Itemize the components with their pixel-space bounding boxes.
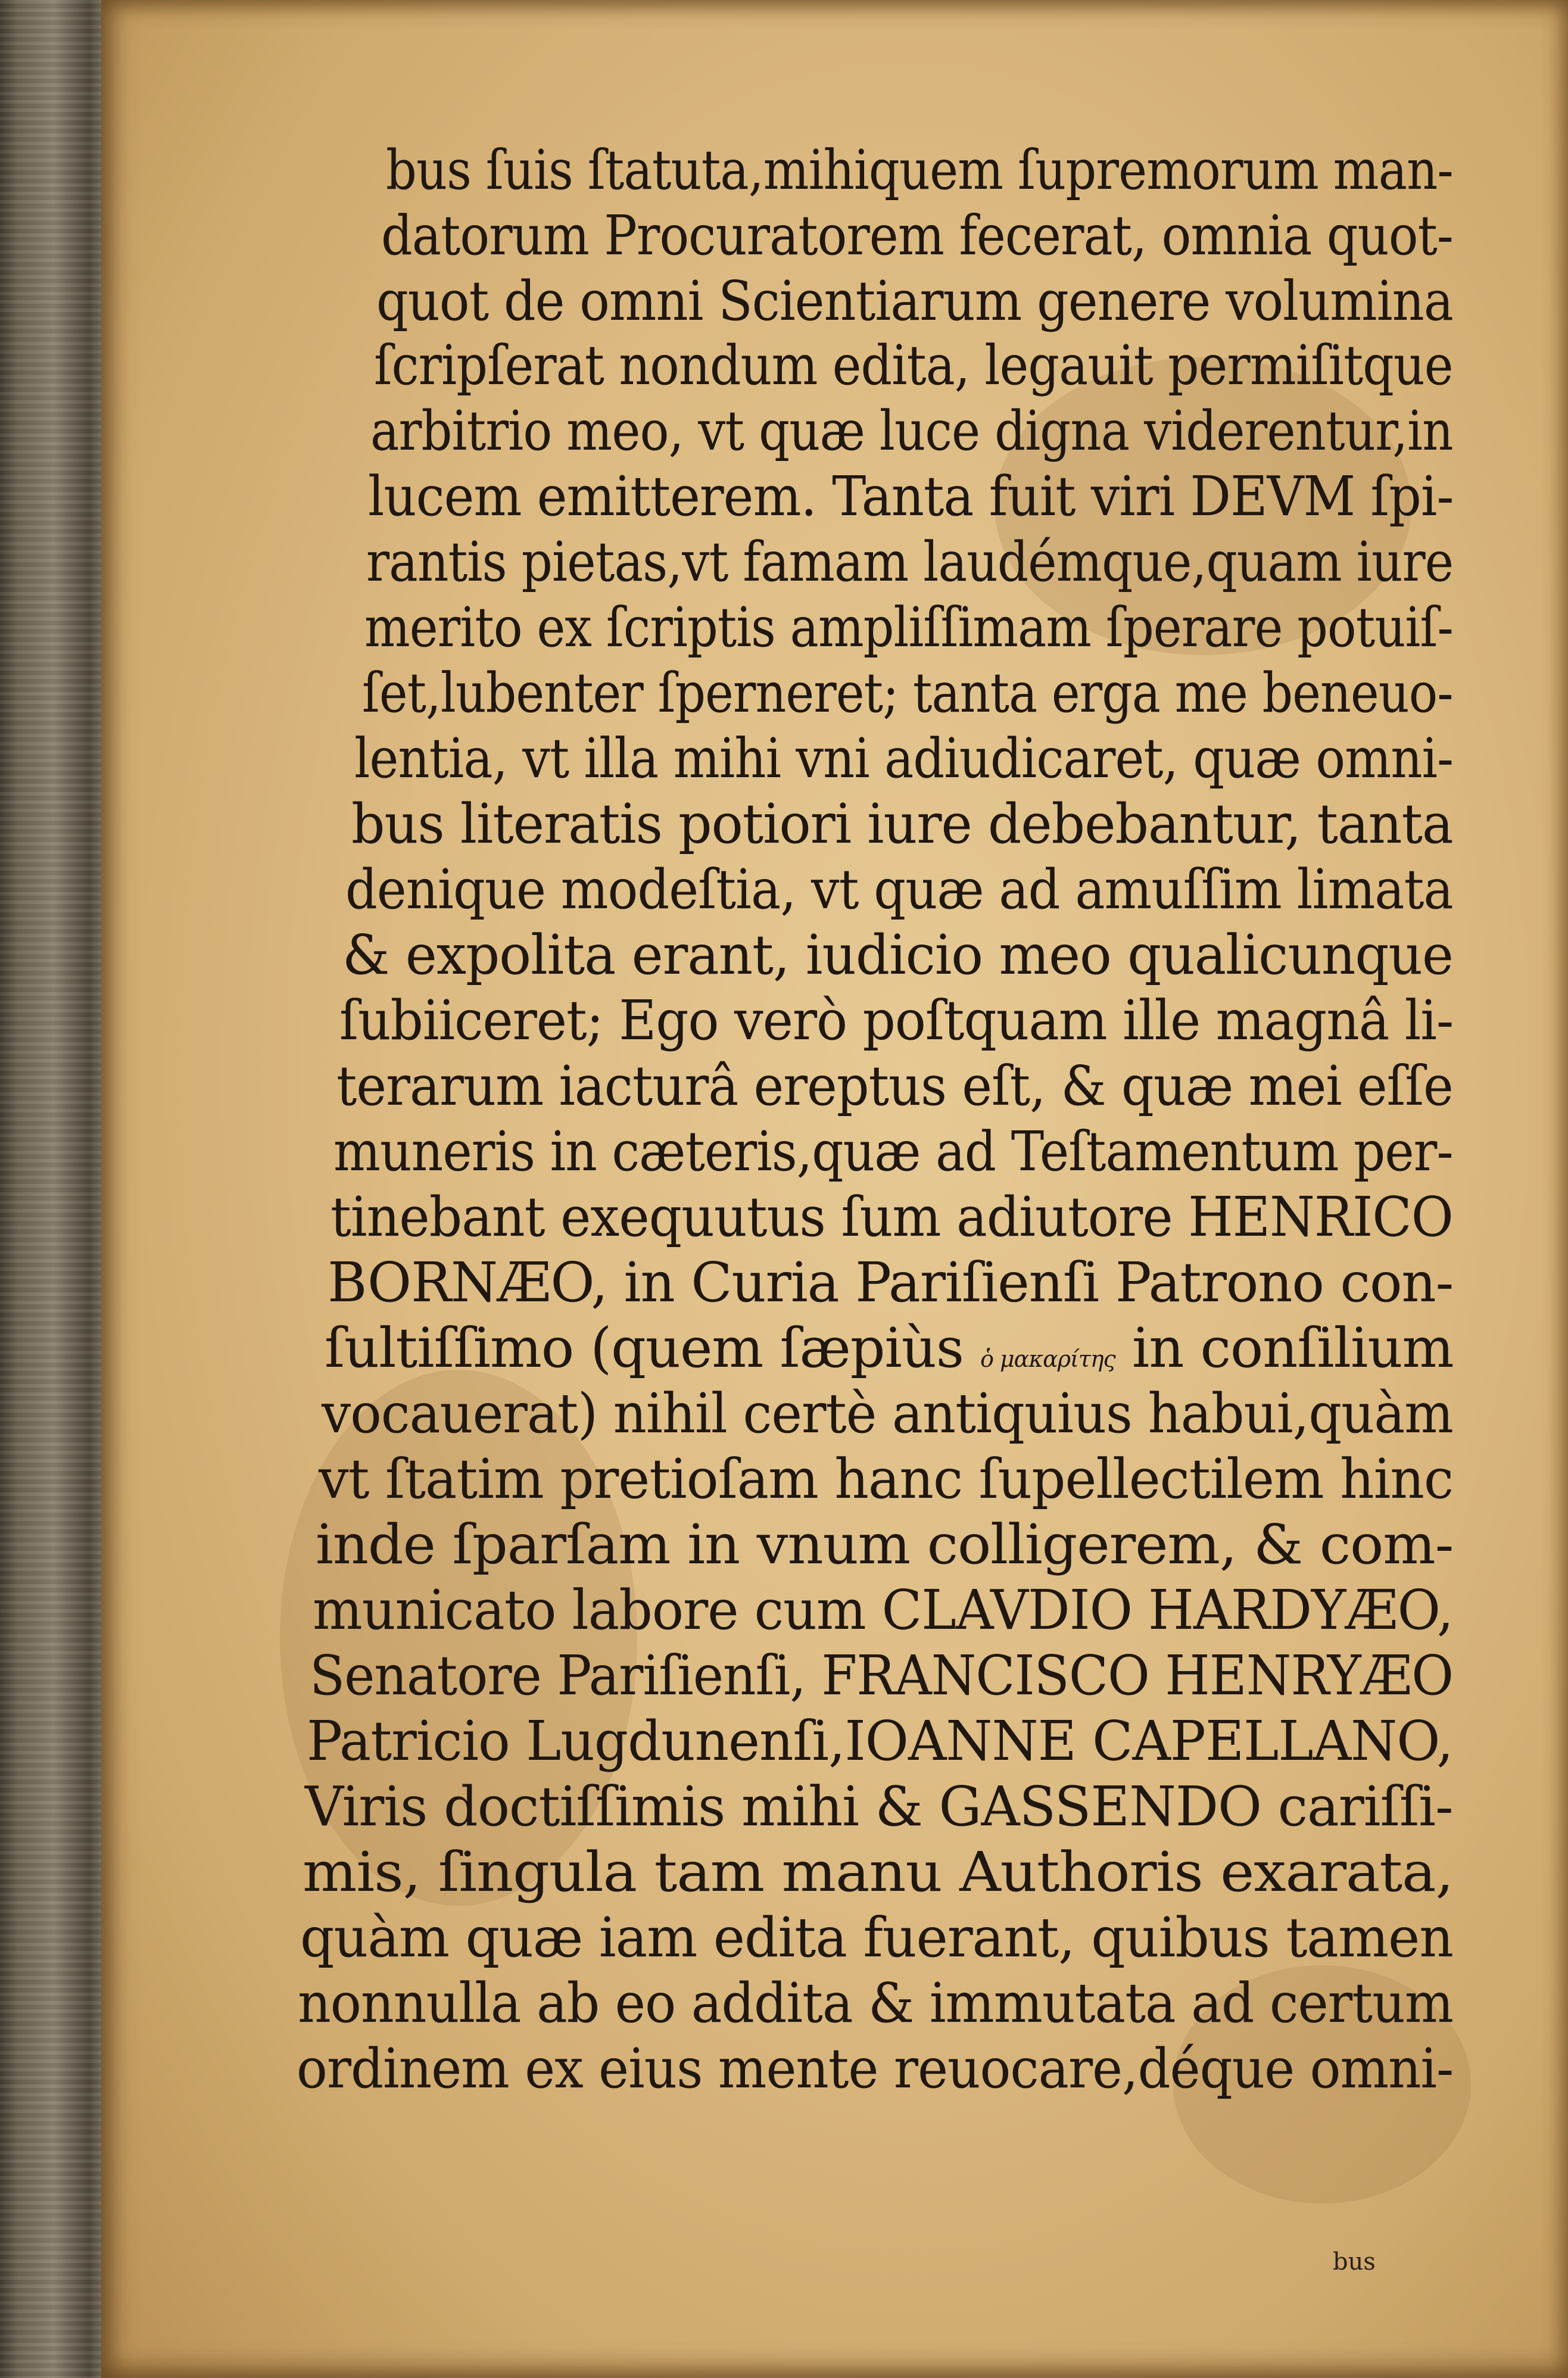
text-line: lucem emitterem. Tanta fuit viri DEVM ſpi- <box>368 465 1454 528</box>
text-line: merito ex ſcriptis ampliſſimam ſperare potuiſ- <box>364 596 1453 659</box>
text-line: arbitrio meo, vt quæ luce digna viderentur,in <box>370 399 1453 463</box>
text-line-segment: in conſilium <box>1131 1316 1454 1380</box>
text-line: ſubiiceret; Ego verò poſtquam ille magnâ li- <box>339 989 1454 1052</box>
text-line: terarum iacturâ ereptus eſt, & quæ mei eſſe <box>336 1054 1453 1118</box>
text-line: bus literatis potiori iure debebantur, tanta <box>351 792 1453 856</box>
text-line: datorum Procuratorem fecerat, omnia quot- <box>381 204 1453 267</box>
text-line: quàm quæ iam edita fuerant, quibus tamen <box>300 1906 1454 1969</box>
text-line: bus ſuis ſtatuta,mihiquem ſupremorum man- <box>386 138 1453 202</box>
text-line: ſet,lubenter ſperneret; tanta erga me beneuo- <box>362 661 1453 725</box>
text-line: rantis pietas,vt famam laudémque,quam iure <box>366 530 1454 594</box>
text-line: Viris doctiſſimis mihi & GASSENDO cariſſi- <box>305 1775 1453 1838</box>
greek-phrase: ὁ μακαρίτης <box>980 1346 1115 1372</box>
text-line <box>325 1316 1454 1380</box>
text-line: quot de omni Scientiarum genere volumina <box>376 269 1453 333</box>
text-line: BORNÆO, in Curia Pariſienſi Patrono con- <box>328 1251 1454 1314</box>
text-line: municato labore cum CLAVDIO HARDYÆO, <box>313 1578 1453 1642</box>
text-line: Patricio Lugdunenſi,IOANNE CAPELLANO, <box>307 1709 1453 1773</box>
text-line: inde ſparſam in vnum colligerem, & com- <box>316 1513 1454 1576</box>
text-line: vt ſtatim pretioſam hanc ſupellectilem hinc <box>319 1447 1454 1511</box>
catchword: bus <box>1333 2248 1376 2276</box>
text-line-segment: ſultiſſimo (quem ſæpiùs <box>325 1316 964 1380</box>
text-line: denique modeſtia, vt quæ ad amuſſim limata <box>345 858 1453 921</box>
text-line: mis, ſingula tam manu Authoris exarata, <box>303 1840 1454 1904</box>
text-line: ordinem ex eius mente reuocare,déque omni- <box>297 2037 1454 2100</box>
text-line: muneris in cæteris,quæ ad Teſtamentum per- <box>333 1120 1453 1183</box>
text-line: vocauerat) nihil certè antiquius habui,quàm <box>322 1382 1453 1445</box>
text-line: tinebant exequutus ſum adiutore HENRICO <box>331 1185 1453 1249</box>
text-line: ſcripſerat nondum edita, legauit permiſitque <box>374 334 1453 397</box>
text-line: Senatore Pariſienſi, FRANCISCO HENRYÆO <box>310 1644 1454 1707</box>
text-line: nonnulla ab eo addita & immutata ad certum <box>298 1971 1454 2035</box>
text-line: & expolita erant, iudicio meo qualicunque <box>342 923 1453 987</box>
text-line: lentia, vt illa mihi vni adiudicaret, quæ omni- <box>354 727 1454 790</box>
